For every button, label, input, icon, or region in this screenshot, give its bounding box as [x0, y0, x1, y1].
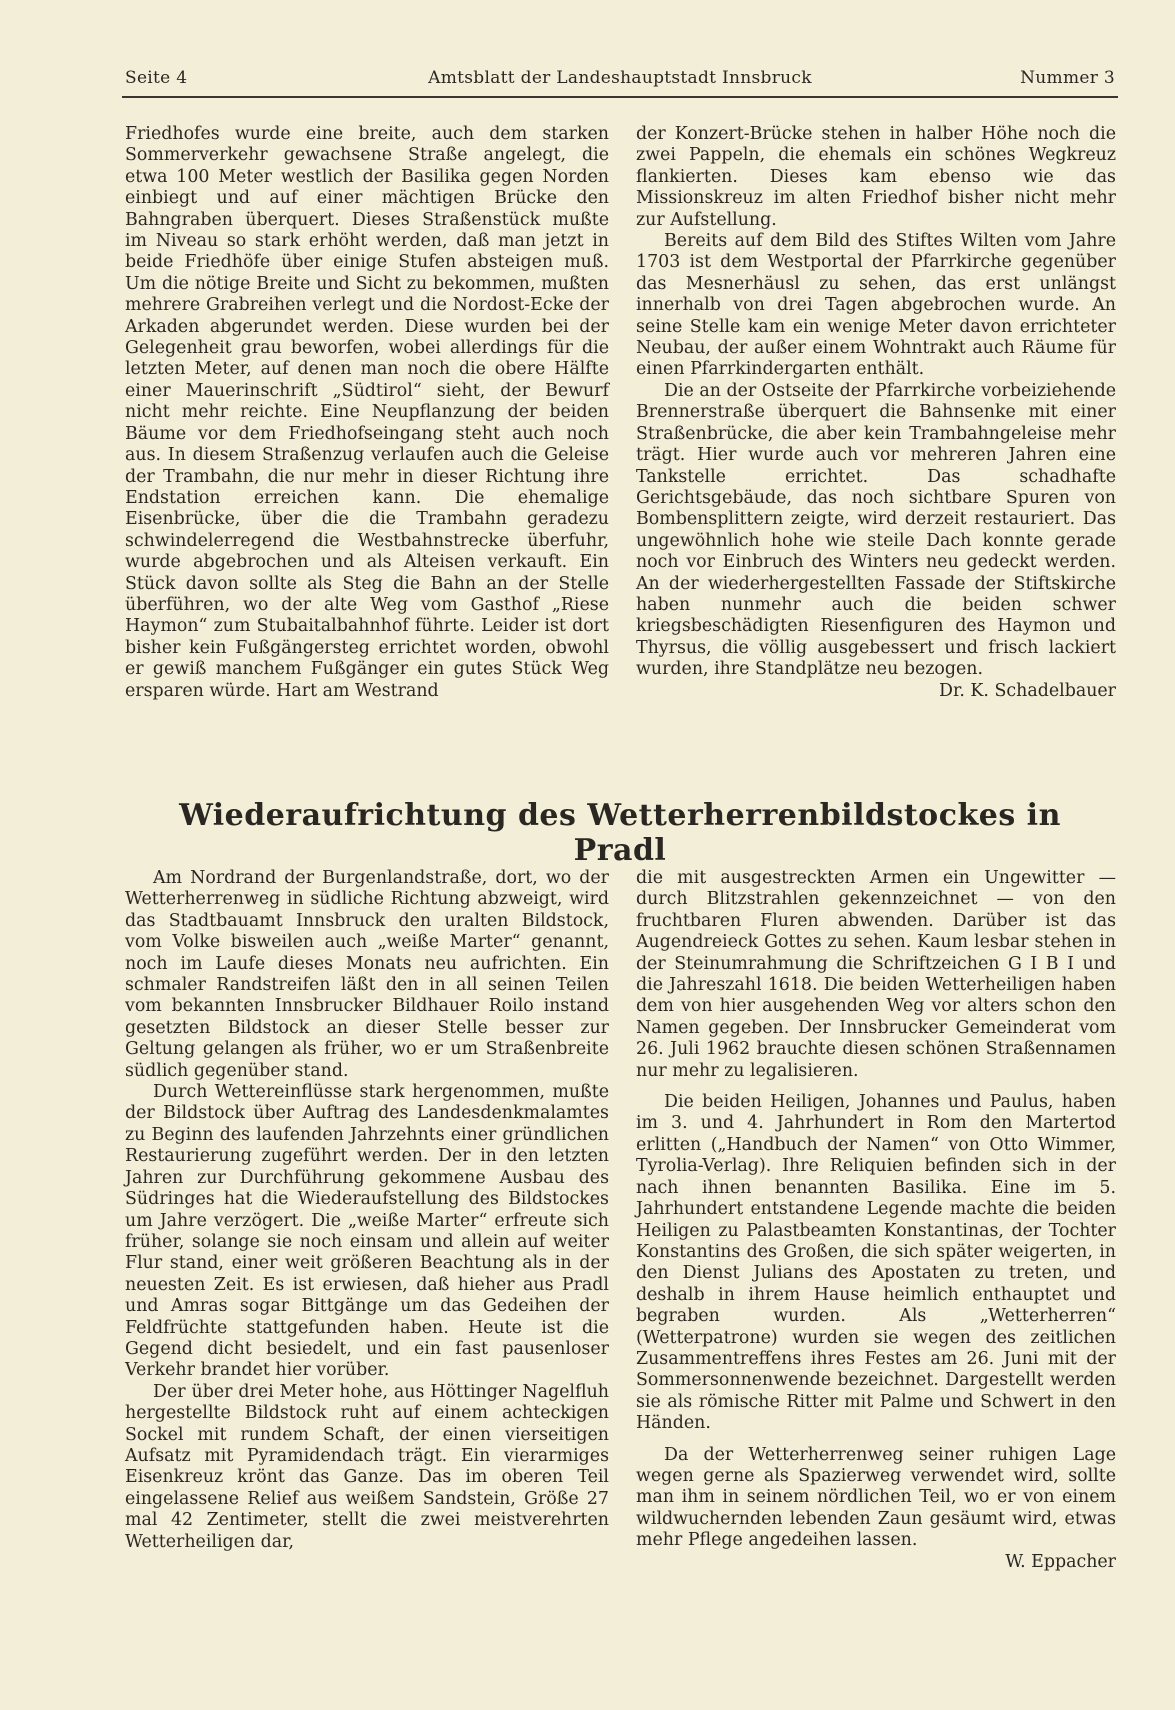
paragraph: Durch Wettereinflüsse stark hergenommen, mußte der Bildstock über Auftrag des Landesdenkmalamtes zu Beginn des laufenden Jahrzehnts einer gründlichen Restaurierung zugeführt werden. Der in den letzten Jahren zur Durchführung gekommene Ausbau des Südringes hat die Wiederaufstellung des Bildstockes um Jahre verzögert. Die „weiße Marter“ erfreute sich früher, solange sie noch einsam und allein auf weiter Flur stand, einer weit größeren Beachtung als in der neuesten Zeit. Es ist erwiesen, daß hieher aus Pradl und Amras sogar Bittgänge um das Gedeihen der Feldfrüchte stattgefunden haben. Heute ist die Gegend dicht besiedelt, und ein fast pausenloser Verkehr brandet hier vorüber. [125, 1082, 609, 1381]
author-signature: Dr. K. Schadelbauer [939, 680, 1116, 701]
issue-number: Nummer 3 [1020, 68, 1115, 88]
running-header [125, 68, 1115, 94]
paragraph: Die an der Ostseite der Pfarrkirche vorbeiziehende Brennerstraße überquert die Bahnsenke mit einer Straßenbrücke, die aber kein Trambahngeleise mehr trägt. Hier wurde auch vor mehreren Jahren eine Tankstelle errichtet. Das schadhafte Gerichtsgebäude, das noch sichtbare Spuren von Bombensplittern zeigte, wird derzeit restauriert. Das ungewöhnlich hohe wie steile Dach konnte gerade noch vor Einbruch des Winters neu gedeckt werden. An der wiederhergestellten Fassade der Stiftskirche haben nunmehr auch die beiden schwer kriegsbeschädigten Riesenfiguren des Haymon und Thyrsus, die völlig ausgebessert und frisch lackiert wurden, ihre Standplätze neu bezogen. [636, 380, 1116, 680]
paragraph: Friedhofes wurde eine breite, auch dem starken Sommerverkehr gewachsene Straße angelegt, die etwa 100 Meter westlich der Basilika gegen Norden einbiegt und auf einer mächtigen Brücke den Bahngraben überquert. Dieses Straßenstück mußte im Niveau so stark erhöht werden, daß man jetzt in beide Friedhöfe über einige Stufen absteigen muß. Um die nötige Breite und Sicht zu bekommen, mußten mehrere Grabreihen verlegt und die Nordost-Ecke der Arkaden abgerundet werden. Diese wurden bei der Gelegenheit grau beworfen, wobei allerdings für die letzten Meter, auf denen man noch die obere Hälfte einer Mauerinschrift „Südtirol“ sieht, der Bewurf nicht mehr reichte. Eine Neupflanzung der beiden Bäume vor dem Friedhofseingang steht auch noch aus. In diesem Straßenzug verlaufen auch die Geleise der Trambahn, die nur mehr in dieser Richtung ihre Endstation erreichen kann. Die ehemalige Eisenbrücke, über die die Trambahn geradezu schwindelerregend die Westbahnstrecke überfuhr, wurde abgebrochen und als Alteisen verkauft. Ein Stück davon sollte als Steg die Bahn an der Stelle überführen, wo der alte Weg vom Gasthof „Riese Haymon“ zum Stubaitalbahnhof führte. Leider ist dort bisher kein Fußgängersteg errichtet worden, obwohl er gewiß manchem Fußgänger ein gutes Stück Weg ersparen würde. Hart am Westrand [125, 124, 609, 701]
top-article-right-column [636, 124, 1116, 702]
author-signature: W. Eppacher [1005, 1551, 1116, 1572]
paragraph: Der über drei Meter hohe, aus Höttinger Nagelfluh hergestellte Bildstock ruht auf einem achteckigen Sockel mit rundem Schaft, der einen vierseitigen Aufsatz mit Pyramidendach trägt. Ein vierarmiges Eisenkreuz krönt das Ganze. Das im oberen Teil eingelassene Relief aus weißem Sandstein, Größe 27 mal 42 Zentimeter, stellt die zwei meistverehrten Wetterheiligen dar, [125, 1381, 609, 1552]
bottom-article-right-column [636, 868, 1116, 1573]
page-number: Seite 4 [125, 68, 188, 88]
publication-title: Amtsblatt der Landeshauptstadt Innsbruck [428, 68, 812, 88]
article-title: Wiederaufrichtung des Wetterherrenbildstockes in Pradl [179, 798, 1061, 868]
top-article-left-column [125, 124, 609, 702]
header-rule [122, 96, 1118, 98]
paragraph: die mit ausgestreckten Armen ein Ungewitter — durch Blitzstrahlen gekennzeichnet — von den fruchtbaren Fluren abwenden. Darüber ist das Augendreieck Gottes zu sehen. Kaum lesbar stehen in der Steinumrahmung die Schriftzeichen G I B I und die Jahreszahl 1618. Die beiden Wetterheiligen haben dem von hier ausgehenden Weg vor alters schon den Namen gegeben. Der Innsbrucker Gemeinderat vom 26. Juli 1962 brauchte diesen schönen Straßennamen nur mehr zu legalisieren. [636, 868, 1116, 1081]
paragraph: Da der Wetterherrenweg seiner ruhigen Lage wegen gerne als Spazierweg verwendet wird, sollte man ihm in seinem nördlichen Teil, wo er von einem wildwuchernden lebenden Zaun gesäumt wird, etwas mehr Pflege angedeihen lassen. [636, 1444, 1116, 1551]
bottom-article-left-column [125, 868, 609, 1553]
paragraph: der Konzert-Brücke stehen in halber Höhe noch die zwei Pappeln, die ehemals ein schönes Wegkreuz flankierten. Dieses kam ebenso wie das Missionskreuz im alten Friedhof bisher nicht mehr zur Aufstellung. [636, 124, 1116, 230]
paragraph: Am Nordrand der Burgenlandstraße, dort, wo der Wetterherrenweg in südliche Richtung abzweigt, wird das Stadtbauamt Innsbruck den uralten Bildstock, vom Volke bisweilen auch „weiße Marter“ genannt, noch im Laufe dieses Monats neu aufrichten. Ein schmaler Randstreifen läßt den in all seinen Teilen vom bekannten Innsbrucker Bildhauer Roilo instand gesetzten Bildstock an dieser Stelle besser zur Geltung gelangen als früher, wo er um Straßenbreite südlich gegenüber stand. [125, 868, 609, 1081]
paragraph: Bereits auf dem Bild des Stiftes Wilten vom Jahre 1703 ist dem Westportal der Pfarrkirche gegenüber das Mesnerhäusl zu sehen, das erst unlängst innerhalb von drei Tagen abgebrochen wurde. An seine Stelle kam ein wenige Meter davon errichteter Neubau, der außer einem Wohntrakt auch Räume für einen Pfarrkindergarten enthält. [636, 231, 1116, 380]
paragraph: Die beiden Heiligen, Johannes und Paulus, haben im 3. und 4. Jahrhundert in Rom den Martertod erlitten („Handbuch der Namen“ von Otto Wimmer, Tyrolia-Verlag). Ihre Reliquien befinden sich in der nach ihnen benannten Basilika. Eine im 5. Jahrhundert entstandene Legende machte die beiden Heiligen zu Palastbeamten Konstantinas, der Tochter Konstantins des Großen, die sich später weigerten, in den Dienst Julians des Apostaten zu treten, und deshalb in ihrem Hause heimlich enthauptet und begraben wurden. Als „Wetterherren“ (Wetterpatrone) wurden sie wegen des zeitlichen Zusammentreffens ihres Festes am 26. Juni mit der Sommersonnenwende bezeichnet. Dargestellt werden sie als römische Ritter mit Palme und Schwert in den Händen. [636, 1092, 1116, 1434]
